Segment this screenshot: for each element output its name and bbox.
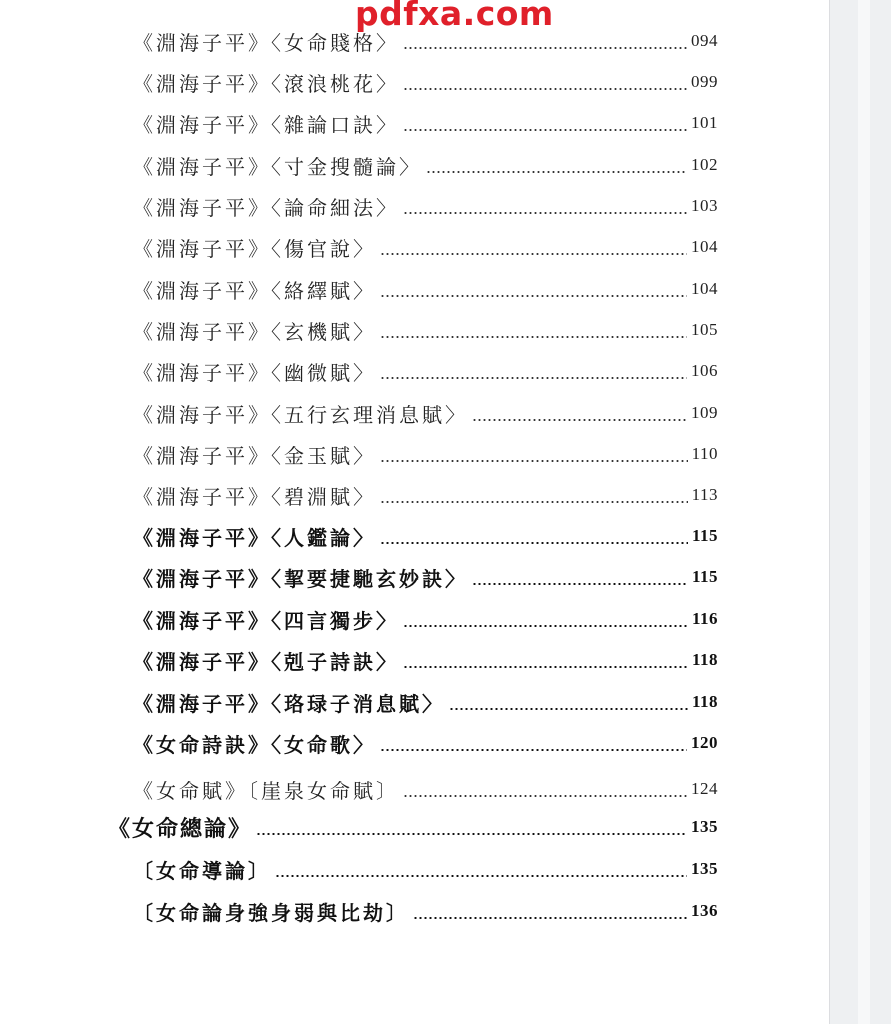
toc-entry-title: 《淵海子平》〈人鑑論〉	[133, 525, 376, 550]
toc-entry-title: 《淵海子平》〈玄機賦〉	[133, 319, 376, 344]
toc-entry-page-number: 104	[691, 237, 718, 256]
dot-leader	[380, 377, 687, 379]
toc-entry[interactable]	[133, 774, 718, 804]
toc-entry-title: 《淵海子平》〈絡繹賦〉	[133, 278, 376, 303]
toc-entry-page-number: 135	[691, 859, 718, 878]
dot-leader	[403, 129, 687, 131]
toc-entry[interactable]	[133, 150, 718, 180]
dot-leader	[380, 253, 687, 255]
watermark: pdfxa.com	[355, 0, 554, 33]
toc-entry-title: 《淵海子平》〈挈要捷馳玄妙訣〉	[133, 566, 468, 591]
toc-entry[interactable]	[133, 67, 718, 97]
dot-leader	[380, 295, 687, 297]
toc-entry-title: 《女命賦》〔崖泉女命賦〕	[133, 778, 399, 803]
toc-entry[interactable]	[133, 604, 718, 634]
toc-entry-page-number: 102	[691, 155, 718, 174]
toc-entry[interactable]	[133, 854, 718, 884]
toc-entry[interactable]	[133, 108, 718, 138]
dot-leader	[472, 419, 687, 421]
viewer-scrollbar[interactable]	[829, 0, 891, 1024]
toc-entry[interactable]	[133, 480, 718, 510]
dot-leader	[403, 795, 687, 797]
toc-entry[interactable]	[133, 728, 718, 758]
toc-entry-title: 《淵海子平》〈金玉賦〉	[133, 443, 376, 468]
dot-leader	[256, 833, 687, 835]
toc-entry-title: 《淵海子平》〈碧淵賦〉	[133, 484, 376, 509]
toc-entry-page-number: 110	[691, 444, 718, 463]
toc-entry-page-number: 118	[691, 692, 718, 711]
dot-leader	[403, 666, 688, 668]
toc-entry-title: 《女命詩訣》〈女命歌〉	[133, 732, 376, 757]
toc-entry-page-number: 113	[691, 485, 718, 504]
toc-entry-page-number: 101	[691, 113, 718, 132]
toc-entry-title: 《淵海子平》〈剋子詩訣〉	[133, 649, 399, 674]
toc-entry-title: 《淵海子平》〈五行玄理消息賦〉	[133, 402, 468, 427]
toc-entry[interactable]	[133, 687, 718, 717]
toc-entry[interactable]	[133, 562, 718, 592]
toc-entry-page-number: 124	[691, 779, 718, 798]
toc-entry-page-number: 109	[691, 403, 718, 422]
toc-entry-title: 《淵海子平》〈幽微賦〉	[133, 360, 376, 385]
toc-entry-page-number: 120	[691, 733, 718, 752]
dot-leader	[413, 917, 687, 919]
toc-entry[interactable]	[133, 645, 718, 675]
dot-leader	[472, 583, 688, 585]
toc-entry-page-number: 104	[691, 279, 718, 298]
toc-entry-title: 《淵海子平》〈傷官說〉	[133, 236, 376, 261]
toc-entry-title: 〔女命導論〕	[133, 858, 271, 883]
toc-entry-page-number: 118	[691, 650, 718, 669]
toc-entry[interactable]	[133, 398, 718, 428]
toc-entry[interactable]	[133, 896, 718, 926]
toc-entry[interactable]	[133, 191, 718, 221]
dot-leader	[275, 875, 687, 877]
toc-entry-page-number: 115	[691, 567, 718, 586]
dot-leader	[380, 501, 688, 503]
toc-entry[interactable]	[133, 315, 718, 345]
toc-entry-page-number: 116	[691, 609, 718, 628]
toc-entry-title: 《淵海子平》〈雜論口訣〉	[133, 112, 399, 137]
toc-entry-title: 《淵海子平》〈珞琭子消息賦〉	[133, 691, 445, 716]
dot-leader	[403, 88, 687, 90]
toc-entry-page-number: 099	[691, 72, 718, 91]
toc-entry-title: 〔女命論身強身弱與比劫〕	[133, 900, 409, 925]
dot-leader	[380, 336, 687, 338]
toc-entry-title: 《淵海子平》〈四言獨步〉	[133, 608, 399, 633]
toc-entry[interactable]	[133, 232, 718, 262]
toc-entry-page-number: 115	[691, 526, 718, 545]
toc-entry-page-number: 105	[691, 320, 718, 339]
toc-entry[interactable]	[133, 439, 718, 469]
dot-leader	[380, 460, 688, 462]
toc-entry[interactable]	[133, 274, 718, 304]
toc-entry[interactable]	[133, 26, 718, 56]
dot-leader	[380, 749, 687, 751]
dot-leader	[449, 708, 688, 710]
toc-entry[interactable]	[133, 521, 718, 551]
toc-entry-title: 《淵海子平》〈寸金搜髓論〉	[133, 154, 422, 179]
dot-leader	[403, 212, 687, 214]
toc-entry-title: 《淵海子平》〈滾浪桃花〉	[133, 71, 399, 96]
toc-entry[interactable]	[108, 812, 718, 842]
toc-entry-page-number: 094	[691, 31, 718, 50]
dot-leader	[403, 47, 687, 49]
dot-leader	[426, 171, 687, 173]
toc-entry[interactable]	[133, 356, 718, 386]
dot-leader	[403, 625, 688, 627]
toc-entry-page-number: 106	[691, 361, 718, 380]
toc-entry-page-number: 135	[691, 817, 718, 836]
scrollbar-track[interactable]	[858, 0, 870, 1024]
dot-leader	[380, 542, 688, 544]
toc-entry-page-number: 136	[691, 901, 718, 920]
toc-entry-page-number: 103	[691, 196, 718, 215]
toc-entry-title: 《女命總論》	[108, 815, 253, 842]
toc-entry-title: 《淵海子平》〈論命細法〉	[133, 195, 399, 220]
toc-entry-title: 《淵海子平》〈女命賤格〉	[133, 30, 399, 55]
